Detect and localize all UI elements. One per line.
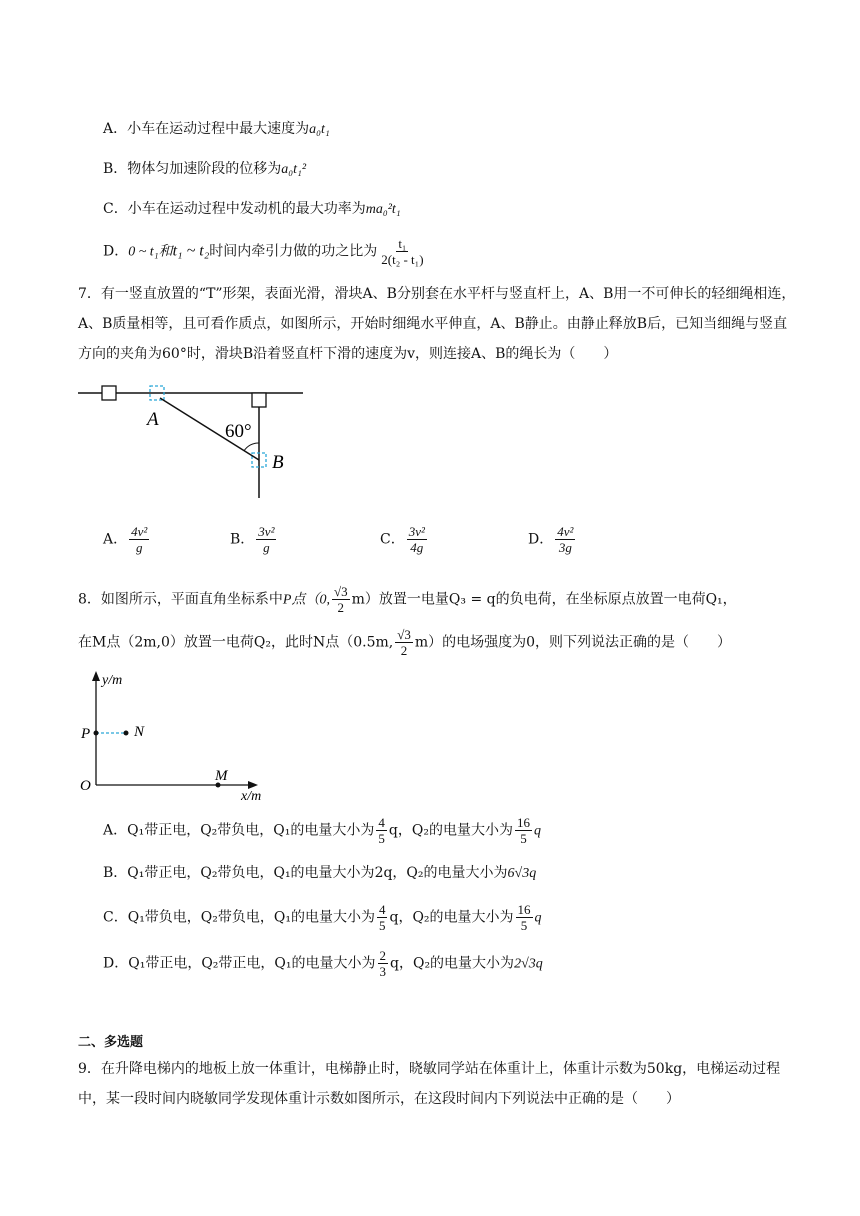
q7-option-b-letter: B．: [230, 531, 255, 548]
q7-option-a-fraction: [129, 524, 149, 555]
q6-option-d-range2: t₁ ~ t₂: [172, 242, 210, 260]
q6-option-a: [103, 118, 330, 138]
q8-option-a-q1-fraction: [376, 815, 387, 846]
q6-option-d-letter: D．: [103, 243, 129, 260]
q6-option-a-expr: a₀t₁: [309, 122, 330, 137]
angle-arc: [244, 443, 259, 451]
q8-stem-line1: [78, 584, 737, 615]
q8-line2-frac-num: √3: [397, 627, 411, 642]
q8-option-b-tail: 6√3q: [507, 866, 537, 881]
q8-option-c-q2-fraction: [516, 902, 533, 933]
q8-option-a-mid: q，Q₂的电量大小为: [388, 822, 513, 839]
m-label: M: [215, 768, 228, 784]
q8-option-d-q1-num: 2: [379, 948, 386, 963]
q8-line1-a: 8．如图所示，平面直角坐标系中: [78, 591, 283, 608]
y-axis-arrow: [92, 671, 100, 681]
q7-option-d: [528, 524, 577, 555]
label-a: A: [147, 409, 159, 430]
q7-option-c-den: 4g: [410, 540, 424, 555]
q8-option-a-q1-den: 5: [378, 831, 385, 846]
q6-option-b-expr: a₀t₁²: [281, 162, 307, 177]
q7-option-b-num: 3v²: [258, 524, 275, 539]
q8-line2-fraction: [395, 627, 413, 658]
q8-line1-fraction: [332, 584, 350, 615]
q6-option-d-num: t₁: [398, 236, 407, 251]
q8-option-b-mid: 2q，Q₂的电量大小为: [374, 865, 508, 881]
q8-option-d-text: D．Q₁带正电，Q₂带正电，Q₁的电量大小为: [103, 955, 376, 972]
q6-option-d-den: 2(t₂ - t₁): [381, 252, 424, 267]
q8-option-d-mid: q，Q₂的电量大小为: [390, 955, 515, 972]
angle-label: 60°: [225, 421, 252, 442]
origin-label: O: [80, 778, 91, 794]
q6-option-a-text: A．小车在运动过程中最大速度为: [103, 121, 310, 137]
q6-option-b-text: B．物体匀加速阶段的位移为: [103, 161, 282, 177]
q8-option-d: [103, 948, 543, 979]
q8-option-a-q1-num: 4: [378, 815, 385, 830]
q8-option-a-tail: q: [533, 823, 541, 839]
q8-option-c-tail: q: [534, 910, 542, 926]
point-p: [94, 731, 99, 736]
point-n: [124, 731, 129, 736]
q7-option-a-den: g: [135, 540, 143, 555]
q6-option-d-fraction: [379, 236, 425, 267]
q8-option-b: [103, 862, 536, 882]
q8-option-c-q2-num: 16: [517, 902, 531, 917]
q6-option-d-text: 时间内牵引力做的功之比为: [209, 243, 378, 260]
q8-option-c-q1-num: 4: [378, 902, 386, 917]
q8-line2-frac-den: 2: [400, 643, 408, 658]
q7-option-b-den: g: [263, 540, 270, 555]
q8-option-c-mid: q，Q₂的电量大小为: [389, 909, 514, 926]
q8-line2-b: m）的电场强度为0，则下列说法正确的是（ ）: [414, 634, 732, 651]
q8-option-a-text: A．Q₁带正电，Q₂带负电，Q₁的电量大小为: [103, 822, 375, 839]
q7-option-c-fraction: [407, 524, 427, 555]
n-label: N: [134, 724, 145, 740]
q7-stem: 7．有一竖直放置的“T”形架，表面光滑，滑块A、B分别套在水平杆与竖直杆上，A、B用一不可伸长的轻细绳相连，A、B质量相等，且可看作质点，如图所示，开始时细绳水平伸直，A、B静止。由静止释放B后，已知当细绳与竖直方向的夹角为60°时，滑块B沿着竖直杆下滑的速度为v，则连接A、B的绳长为（ ）: [78, 286, 796, 362]
q9-stem: 9．在升降电梯内的地板上放一体重计，电梯静止时，晓敏同学站在体重计上，体重计示数为50kg，电梯运动过程中，某一段时间内晓敏同学发现体重计示数如图所示，在这段时间内下列说法中正确的是（ ）: [78, 1061, 781, 1107]
q6-option-c-expr: ma₀²t₁: [365, 202, 401, 217]
q8-option-a-q2-den: 5: [520, 831, 527, 846]
q8-line1-frac-num: √3: [333, 584, 348, 599]
label-b: B: [272, 452, 284, 473]
q7-option-a: [103, 524, 151, 555]
q7-figure: [78, 378, 318, 503]
y-axis-label: y/m: [102, 673, 123, 688]
q8-option-c-q1-fraction: [377, 902, 388, 933]
q7-option-b-fraction: [256, 524, 276, 555]
q8-option-a-q2-num: 16: [516, 815, 530, 830]
q8-option-c-q1-den: 5: [378, 918, 386, 933]
q8-line1-frac-den: 2: [337, 600, 345, 615]
q8-line1-p: P点（0,: [282, 592, 330, 608]
q7-option-d-num: 4v²: [557, 524, 574, 539]
q8-option-a-q2-fraction: [515, 815, 532, 846]
q6-option-b: [103, 158, 306, 178]
x-axis-label: x/m: [241, 789, 262, 803]
x-axis-arrow: [248, 781, 258, 789]
q8-line1-b: m）放置一电量Q₃ = q的负电荷，在坐标原点放置一电荷Q₁，: [351, 591, 737, 608]
q8-option-c-q2-den: 5: [520, 918, 528, 933]
q8-option-b-text: B．Q₁带正电，Q₂带负电，Q₁的电量大小为: [103, 865, 375, 881]
q8-line2-a: 在M点（2m,0）放置一电荷Q₂，此时N点（0.5m,: [78, 634, 394, 651]
q8-option-c: [103, 902, 542, 933]
q8-stem-line2: [78, 627, 731, 658]
q7-option-a-num: 4v²: [131, 524, 148, 539]
q6-option-c: [103, 198, 401, 218]
q8-option-d-tail: 2√3q: [514, 956, 543, 972]
q7-option-b: [230, 524, 278, 555]
q8-option-a: [103, 815, 541, 846]
q8-option-d-q1-fraction: [378, 948, 389, 979]
q6-option-c-text: C．小车在运动过程中发动机的最大功率为: [103, 201, 366, 217]
q7-option-c: [380, 524, 429, 555]
initial-block-a: [102, 386, 116, 400]
q6-option-d: [103, 236, 428, 267]
q7-option-d-den: 3g: [558, 540, 572, 555]
q7-option-c-letter: C．: [380, 531, 405, 548]
q7-option-a-letter: A．: [103, 531, 128, 548]
q8-option-d-q1-den: 3: [379, 964, 386, 979]
q7-option-d-fraction: [555, 524, 575, 555]
q6-option-d-range1: 0 ~ t₁和: [128, 244, 173, 260]
q7-option-c-num: 3v²: [408, 524, 425, 539]
q7-option-d-letter: D．: [528, 531, 554, 548]
q8-figure: [78, 668, 278, 803]
p-label: P: [81, 726, 91, 742]
q8-option-c-text: C．Q₁带负电，Q₂带负电，Q₁的电量大小为: [103, 909, 375, 926]
section-title: 二、多选题: [78, 1035, 144, 1050]
initial-block-b: [252, 393, 266, 407]
